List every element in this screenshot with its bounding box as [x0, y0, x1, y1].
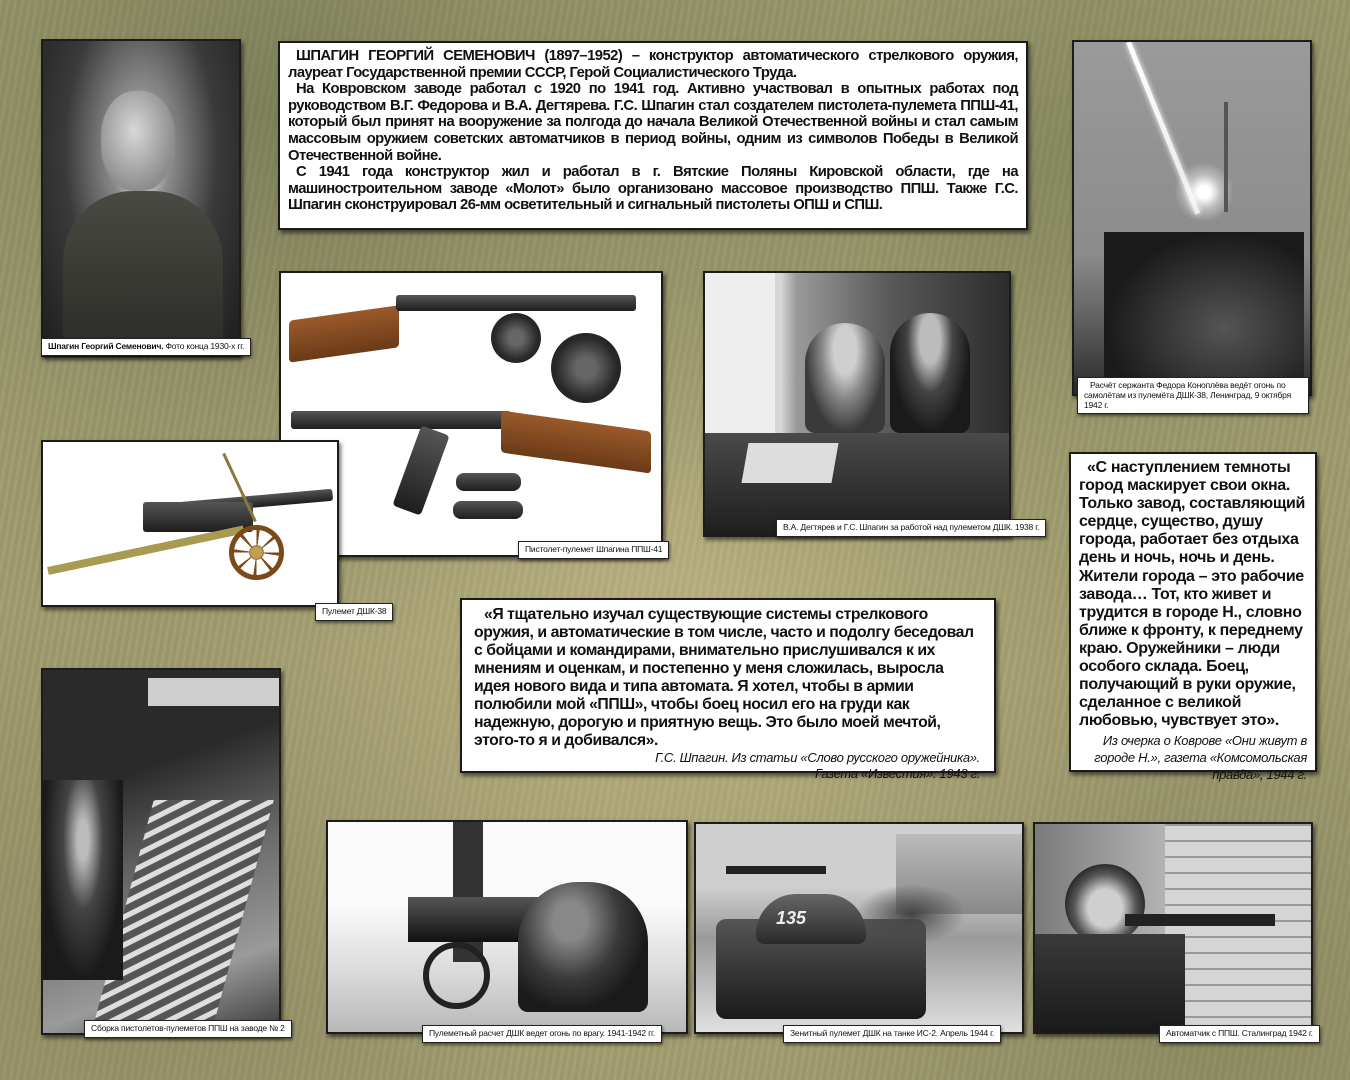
office-caption: В.А. Дегтярев и Г.С. Шпагин за работой над пулеметом ДШК. 1938 г.	[776, 519, 1046, 537]
factory-banner	[148, 678, 279, 706]
factory-photo	[41, 668, 281, 1035]
office-photo	[703, 271, 1011, 537]
ppsh-stock-top	[289, 305, 399, 362]
leningrad-caption: Расчёт сержанта Федора Коноплёва ведёт огонь по самолётам из пулемёта ДШК-38, Ленинград, 9 октября 1942 г.	[1077, 377, 1309, 414]
workers-silhouette	[43, 780, 123, 980]
portrait-figure	[63, 191, 223, 357]
shpagin-quote-source-2: Газета «Известия». 1943 г.	[815, 766, 980, 781]
dshk-trail	[47, 526, 244, 575]
ppsh-stock-bottom	[501, 410, 651, 473]
winter-caption: Пулеметный расчет ДШК ведет огонь по врагу. 1941-1942 гг.	[422, 1025, 662, 1043]
tank-caption: Зенитный пулемет ДШК на танке ИС-2. Апрель 1944 г.	[783, 1025, 1001, 1043]
brick-rubble	[1165, 824, 1311, 1032]
ppsh-spare-magazine-1	[456, 473, 521, 491]
leningrad-aa-photo	[1072, 40, 1312, 396]
tank-crew	[856, 884, 966, 944]
shpagin-quote	[460, 598, 996, 781]
shpagin-quote-source-1: Г.С. Шпагин. Из статьи «Слово русского оружейника».	[655, 750, 980, 765]
portrait-caption-date: Фото конца 1930-х гг.	[163, 341, 245, 351]
bio-paragraph-1	[288, 48, 1018, 81]
ppsh-box-magazine	[392, 425, 449, 515]
kovrov-quote	[1069, 452, 1317, 783]
office-papers	[741, 443, 838, 483]
kovrov-quote-source: Из очерка о Коврове «Они живут в городе Н.», газета «Комсомольская правда», 1944 г.	[1094, 733, 1307, 783]
tank-photo	[694, 822, 1024, 1034]
gun-wheel-silhouette	[423, 942, 490, 1009]
soldier-silhouette	[518, 882, 648, 1012]
ppsh-spare-magazine-2	[453, 501, 523, 519]
biography-text	[278, 41, 1028, 230]
bio-paragraph-2: На Ковровском заводе работал с 1920 по 1941 год. Активно участвовал в опытных работах под руководством В.Г. Федорова и В.А. Дегтярева. Г.С. Шпагин стал создателем пистолета-пулемета ППШ-41, который был принят на вооружение за полгода до начала Великой Отечественной войны и стал самым массовым оружием советских автоматчиков в период войны, одним из символов Победы в Великой Отечественной войне.	[288, 81, 1018, 164]
bio-name: ШПАГИН ГЕОРГИЙ СЕМЕНОВИЧ	[296, 48, 535, 64]
factory-caption: Сборка пистолетов-пулеметов ППШ на заводе № 2	[84, 1020, 292, 1038]
ppsh-caption: Пистолет-пулемет Шпагина ППШ-41	[518, 541, 669, 559]
soldier-head	[1065, 864, 1145, 944]
tank-marking: 135	[776, 908, 807, 928]
office-window	[705, 273, 775, 443]
gun-crew-silhouette	[1104, 232, 1304, 392]
dshk-caption: Пулемет ДШК-38	[315, 603, 393, 621]
person-left	[805, 323, 885, 433]
portrait-photo	[41, 39, 241, 357]
dshk-illustration	[41, 440, 339, 607]
kovrov-quote-text: «С наступлением темноты город маскирует свои окна. Только завод, составляющий сердце, существо, душу города, работает без отдыха день и ночь, ночь и день. Жители города – это рабочие завода… Тот, кто живет и трудится в городе Н., словно ближе к фронту, к переднему краю. Оружейники – люди особого склада. Боец, получающий в руки оружие, сделанное с великой любовью, чувствует это».	[1079, 459, 1305, 730]
person-right	[890, 313, 970, 433]
tank-turret	[756, 894, 866, 944]
winter-dshk-photo	[326, 820, 688, 1034]
dshk-wheel	[229, 525, 284, 580]
soldier-body	[1035, 934, 1185, 1032]
ppsh-drum-magazine	[551, 333, 621, 403]
stalingrad-caption: Автоматчик с ППШ. Сталинград 1942 г.	[1159, 1025, 1320, 1043]
portrait-face	[101, 91, 175, 191]
ppsh-barrel-bottom	[291, 411, 511, 429]
shpagin-quote-text: «Я тщательно изучал существующие системы стрелкового оружия, и автоматические в том числе, часто и подолгу беседовал с бойцами и командирами, внимательно прислушивался к их мнениям и оценкам, и постепенно у меня сложилась, выросла идея нового вида и типа автомата. Я хотел, чтобы в армии полюбили мой «ППШ», чтобы боец носил его на груди как надежную, дорогую и приятную вещь. Это было моей мечтой, этого-то я и добивался».	[474, 606, 974, 749]
bio-paragraph-3: С 1941 года конструктор жил и работал в г. Вятские Поляны Кировской области, где на машиностроительном заводе «Молот» было организовано массовое производство ППШ. Также Г.С. Шпагин сконструировал 26-мм осветительный и сигнальный пистолеты ОПШ и СПШ.	[288, 164, 1018, 214]
ppsh-barrel-top	[396, 295, 636, 311]
stalingrad-photo	[1033, 822, 1313, 1034]
spire-silhouette	[1224, 102, 1228, 212]
tank-aa-gun	[726, 866, 826, 874]
portrait-caption	[41, 338, 251, 356]
portrait-caption-name: Шпагин Георгий Семенович.	[48, 341, 164, 351]
ppsh-drum-on-gun	[491, 313, 541, 363]
ppsh-in-hands	[1125, 914, 1275, 926]
bio-intro: (1897–1952) – конструктор автоматического стрелкового оружия, лауреат Государственной премии СССР, Герой Социалистического Труда.	[288, 48, 1018, 81]
